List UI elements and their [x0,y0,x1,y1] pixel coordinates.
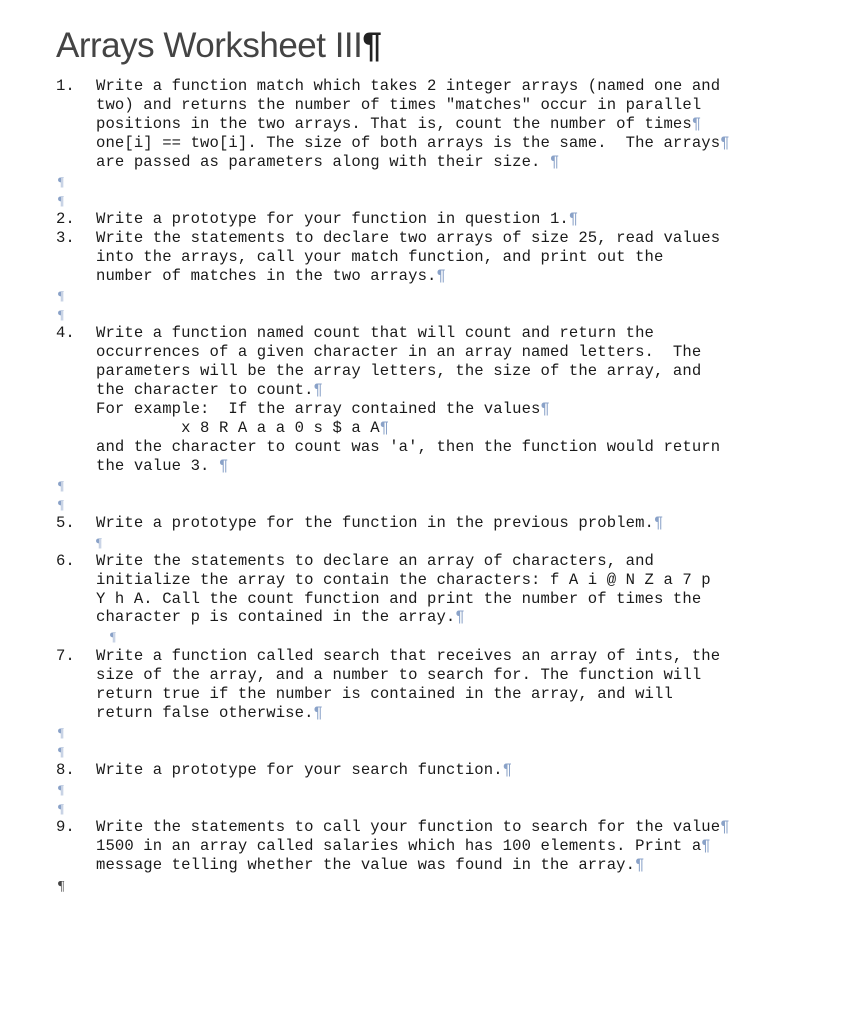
q4-line-7: and the character to count was 'a', then the function would return [96,438,721,456]
paragraph-mark: ¶ [58,478,64,493]
q7-line-3: return true if the number is contained in the array, and will [96,685,673,703]
q4-line-8: the value 3. ¶ [96,457,229,475]
q4-line-2: occurrences of a given character in an array named letters. The [96,343,702,361]
q1-line-4: one[i] == two[i]. The size of both arrays is the same. The arrays¶ [96,134,730,152]
paragraph-mark: ¶ [96,535,102,550]
q9-line-3: message telling whether the value was found in the array.¶ [96,856,645,874]
paragraph-mark: ¶ [58,288,64,303]
q6-line-1: Write the statements to declare an array of characters, and [96,552,655,570]
q4-values-line: x 8 R A a a 0 s $ a A¶ [96,419,390,437]
q1-line-5: are passed as parameters along with their size. ¶ [96,153,560,171]
q6-line-2: initialize the array to contain the characters: f A i @ N Z a 7 p [96,571,711,589]
q4-line-3: parameters will be the array letters, the size of the array, and [96,362,702,380]
q5-line-1: Write a prototype for the function in the previous problem.¶ [96,514,664,532]
paragraph-mark: ¶ [58,497,64,512]
q7-line-1: Write a function called search that receives an array of ints, the [96,647,721,665]
paragraph-mark: ¶ [58,782,64,797]
q6-line-4: character p is contained in the array.¶ [96,608,465,626]
q4-line-4: the character to count.¶ [96,381,323,399]
paragraph-mark: ¶ [58,193,64,208]
q9-line-1: Write the statements to call your function to search for the value¶ [96,818,730,836]
question-number: 6. [56,552,75,570]
q3-line-1: Write the statements to declare two arrays of size 25, read values [96,229,721,247]
q7-line-4: return false otherwise.¶ [96,704,323,722]
question-number: 3. [56,229,75,247]
paragraph-mark: ¶ [58,307,64,322]
question-number: 8. [56,761,75,779]
page-title: Arrays Worksheet III¶ [56,26,382,65]
q4-line-1: Write a function named count that will count and return the [96,324,655,342]
paragraph-mark: ¶ [58,174,64,189]
question-number: 1. [56,77,75,95]
q7-line-2: size of the array, and a number to search for. The function will [96,666,702,684]
paragraph-mark: ¶ [58,801,64,816]
question-number: 4. [56,324,75,342]
paragraph-mark: ¶ [58,725,64,740]
paragraph-mark: ¶ [58,879,65,894]
paragraph-mark: ¶ [58,744,64,759]
q1-line-3: positions in the two arrays. That is, count the number of times¶ [96,115,702,133]
question-number: 7. [56,647,75,665]
q1-line-1: Write a function match which takes 2 integer arrays (named one and [96,77,721,95]
q9-line-2: 1500 in an array called salaries which has 100 elements. Print a¶ [96,837,711,855]
question-number: 2. [56,210,75,228]
question-number: 9. [56,818,75,836]
q1-line-2: two) and returns the number of times "matches" occur in parallel [96,96,702,114]
q6-line-3: Y h A. Call the count function and print the number of times the [96,590,702,608]
q8-line-1: Write a prototype for your search function.¶ [96,761,513,779]
q4-line-5: For example: If the array contained the values¶ [96,400,550,418]
question-number: 5. [56,514,75,532]
q2-line-1: Write a prototype for your function in question 1.¶ [96,210,579,228]
q3-line-3: number of matches in the two arrays.¶ [96,267,446,285]
q3-line-2: into the arrays, call your match function, and print out the [96,248,664,266]
paragraph-mark: ¶ [110,629,116,644]
